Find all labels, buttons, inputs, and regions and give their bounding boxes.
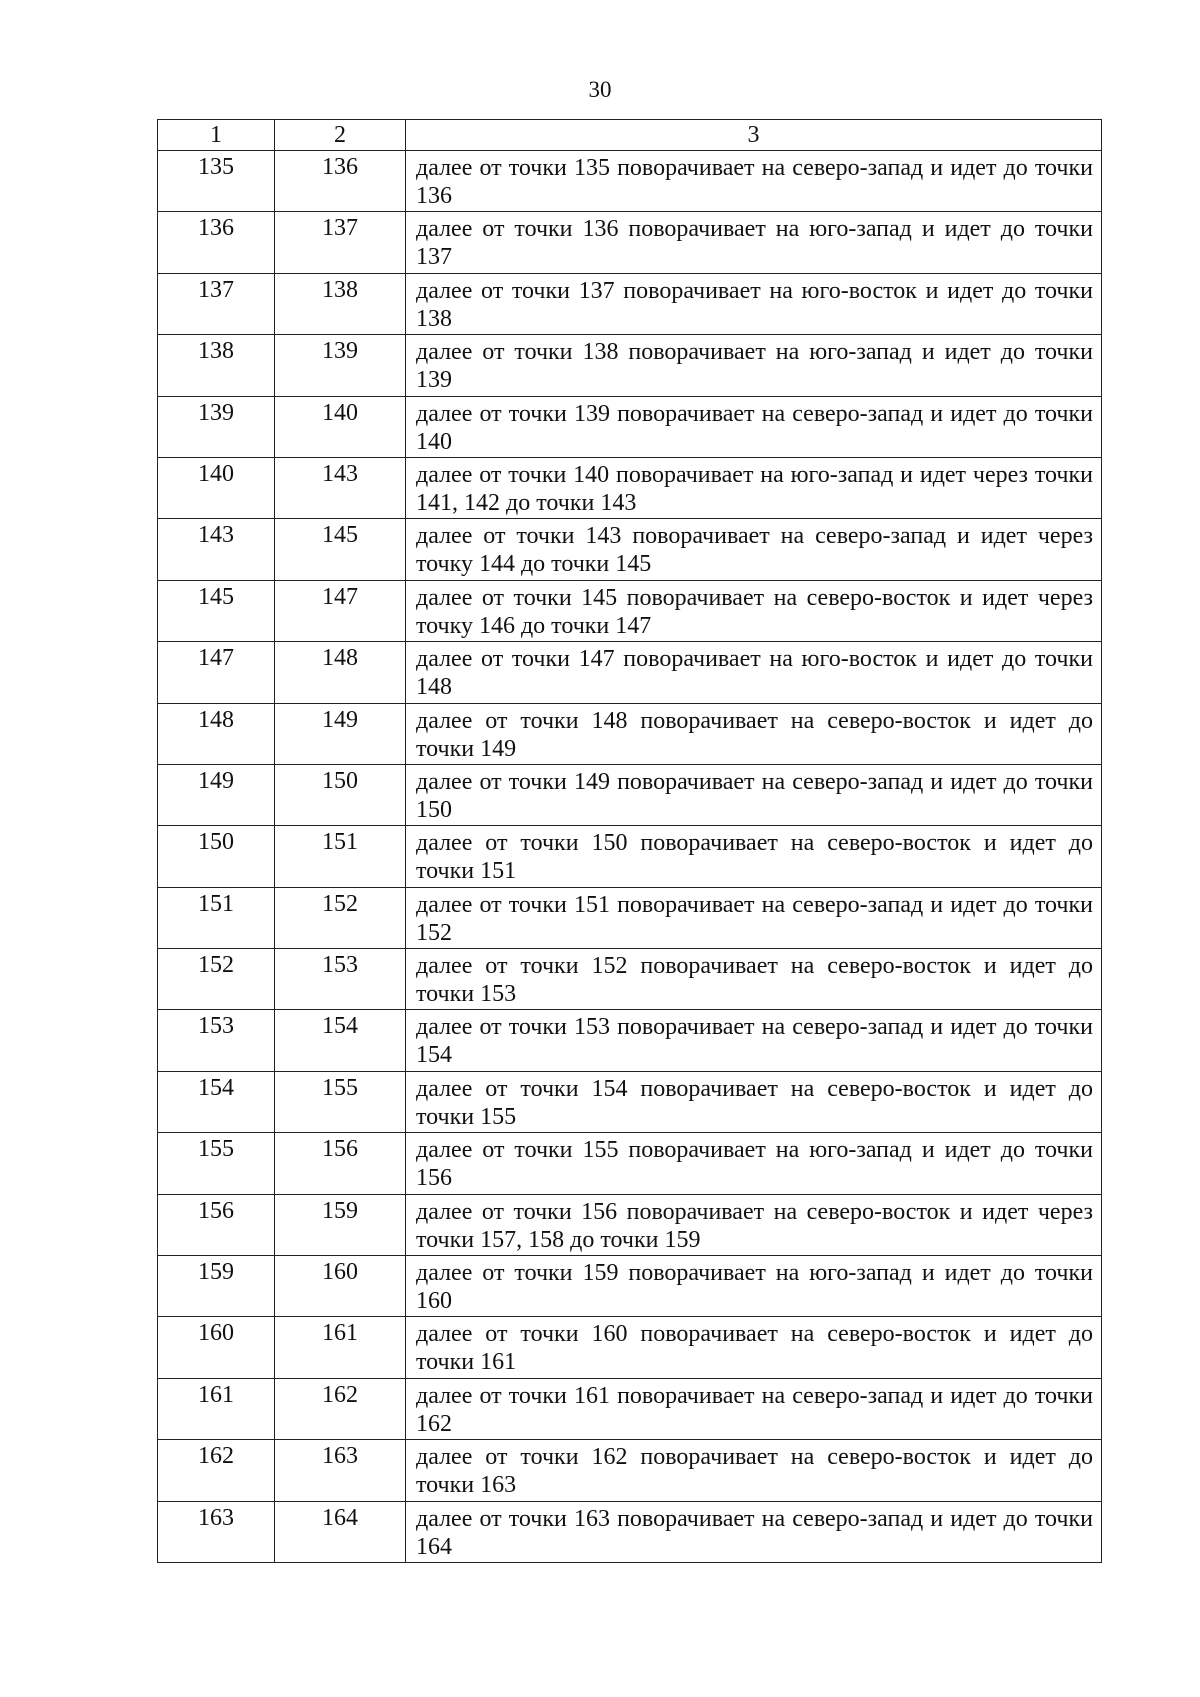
from-point-cell: 139 (158, 396, 275, 457)
from-point-cell: 160 (158, 1317, 275, 1378)
header-row (158, 120, 1102, 151)
to-point-cell: 156 (275, 1133, 406, 1194)
to-point-cell: 151 (275, 826, 406, 887)
from-point-cell: 137 (158, 273, 275, 334)
description-cell: далее от точки 147 поворачивает на юго-восток и идет до точки 148 (406, 642, 1102, 703)
description-cell: далее от точки 155 поворачивает на юго-запад и идет до точки 156 (406, 1133, 1102, 1194)
description-cell: далее от точки 136 поворачивает на юго-запад и идет до точки 137 (406, 212, 1102, 273)
from-point-cell: 138 (158, 335, 275, 396)
from-point-cell: 154 (158, 1071, 275, 1132)
table-row (158, 212, 1102, 273)
from-point-cell: 151 (158, 887, 275, 948)
to-point-cell: 152 (275, 887, 406, 948)
description-cell: далее от точки 135 поворачивает на северо-запад и идет до точки 136 (406, 151, 1102, 212)
from-point-cell: 136 (158, 212, 275, 273)
table-row (158, 519, 1102, 580)
table-row (158, 826, 1102, 887)
to-point-cell: 140 (275, 396, 406, 457)
description-cell: далее от точки 140 поворачивает на юго-запад и идет через точки 141, 142 до точки 143 (406, 457, 1102, 518)
from-point-cell: 150 (158, 826, 275, 887)
table-row (158, 1071, 1102, 1132)
from-point-cell: 135 (158, 151, 275, 212)
description-cell: далее от точки 156 поворачивает на северо-восток и идет через точки 157, 158 до точки 159 (406, 1194, 1102, 1255)
description-cell: далее от точки 138 поворачивает на юго-запад и идет до точки 139 (406, 335, 1102, 396)
description-cell: далее от точки 148 поворачивает на северо-восток и идет до точки 149 (406, 703, 1102, 764)
description-cell: далее от точки 137 поворачивает на юго-восток и идет до точки 138 (406, 273, 1102, 334)
description-cell: далее от точки 153 поворачивает на северо-запад и идет до точки 154 (406, 1010, 1102, 1071)
from-point-cell: 155 (158, 1133, 275, 1194)
to-point-cell: 155 (275, 1071, 406, 1132)
from-point-cell: 161 (158, 1378, 275, 1439)
description-cell: далее от точки 145 поворачивает на северо-восток и идет через точку 146 до точки 147 (406, 580, 1102, 641)
from-point-cell: 159 (158, 1256, 275, 1317)
to-point-cell: 148 (275, 642, 406, 703)
table-row (158, 151, 1102, 212)
description-cell: далее от точки 161 поворачивает на северо-запад и идет до точки 162 (406, 1378, 1102, 1439)
table-row (158, 335, 1102, 396)
from-point-cell: 162 (158, 1440, 275, 1501)
description-cell: далее от точки 162 поворачивает на северо-восток и идет до точки 163 (406, 1440, 1102, 1501)
to-point-cell: 159 (275, 1194, 406, 1255)
table-row (158, 273, 1102, 334)
to-point-cell: 154 (275, 1010, 406, 1071)
table-header (158, 120, 1102, 151)
to-point-cell: 136 (275, 151, 406, 212)
to-point-cell: 143 (275, 457, 406, 518)
description-cell: далее от точки 139 поворачивает на северо-запад и идет до точки 140 (406, 396, 1102, 457)
from-point-cell: 147 (158, 642, 275, 703)
table-row (158, 1010, 1102, 1071)
from-point-cell: 149 (158, 764, 275, 825)
from-point-cell: 152 (158, 949, 275, 1010)
description-cell: далее от точки 149 поворачивает на северо-запад и идет до точки 150 (406, 764, 1102, 825)
to-point-cell: 160 (275, 1256, 406, 1317)
column-header-1: 1 (158, 120, 275, 151)
from-point-cell: 140 (158, 457, 275, 518)
from-point-cell: 156 (158, 1194, 275, 1255)
table-row (158, 764, 1102, 825)
to-point-cell: 161 (275, 1317, 406, 1378)
from-point-cell: 148 (158, 703, 275, 764)
boundary-table (157, 119, 1102, 1563)
description-cell: далее от точки 150 поворачивает на северо-восток и идет до точки 151 (406, 826, 1102, 887)
to-point-cell: 137 (275, 212, 406, 273)
table-row (158, 457, 1102, 518)
description-cell: далее от точки 154 поворачивает на северо-восток и идет до точки 155 (406, 1071, 1102, 1132)
table-row (158, 1194, 1102, 1255)
from-point-cell: 153 (158, 1010, 275, 1071)
from-point-cell: 143 (158, 519, 275, 580)
table-row (158, 580, 1102, 641)
table-row (158, 1256, 1102, 1317)
table-row (158, 1501, 1102, 1562)
to-point-cell: 164 (275, 1501, 406, 1562)
to-point-cell: 153 (275, 949, 406, 1010)
table-row (158, 642, 1102, 703)
to-point-cell: 149 (275, 703, 406, 764)
to-point-cell: 162 (275, 1378, 406, 1439)
description-cell: далее от точки 152 поворачивает на северо-восток и идет до точки 153 (406, 949, 1102, 1010)
description-cell: далее от точки 159 поворачивает на юго-запад и идет до точки 160 (406, 1256, 1102, 1317)
to-point-cell: 139 (275, 335, 406, 396)
table-row (158, 1378, 1102, 1439)
description-cell: далее от точки 160 поворачивает на северо-восток и идет до точки 161 (406, 1317, 1102, 1378)
description-cell: далее от точки 151 поворачивает на северо-запад и идет до точки 152 (406, 887, 1102, 948)
column-header-2: 2 (275, 120, 406, 151)
from-point-cell: 163 (158, 1501, 275, 1562)
to-point-cell: 145 (275, 519, 406, 580)
table-row (158, 887, 1102, 948)
table-row (158, 1440, 1102, 1501)
column-header-3: 3 (406, 120, 1102, 151)
table-row (158, 1133, 1102, 1194)
description-cell: далее от точки 143 поворачивает на северо-запад и идет через точку 144 до точки 145 (406, 519, 1102, 580)
to-point-cell: 150 (275, 764, 406, 825)
page-number: 30 (588, 77, 612, 102)
table-row (158, 949, 1102, 1010)
description-cell: далее от точки 163 поворачивает на северо-запад и идет до точки 164 (406, 1501, 1102, 1562)
table-row (158, 703, 1102, 764)
to-point-cell: 163 (275, 1440, 406, 1501)
table-body (158, 151, 1102, 1563)
to-point-cell: 138 (275, 273, 406, 334)
table-row (158, 396, 1102, 457)
from-point-cell: 145 (158, 580, 275, 641)
to-point-cell: 147 (275, 580, 406, 641)
table-row (158, 1317, 1102, 1378)
